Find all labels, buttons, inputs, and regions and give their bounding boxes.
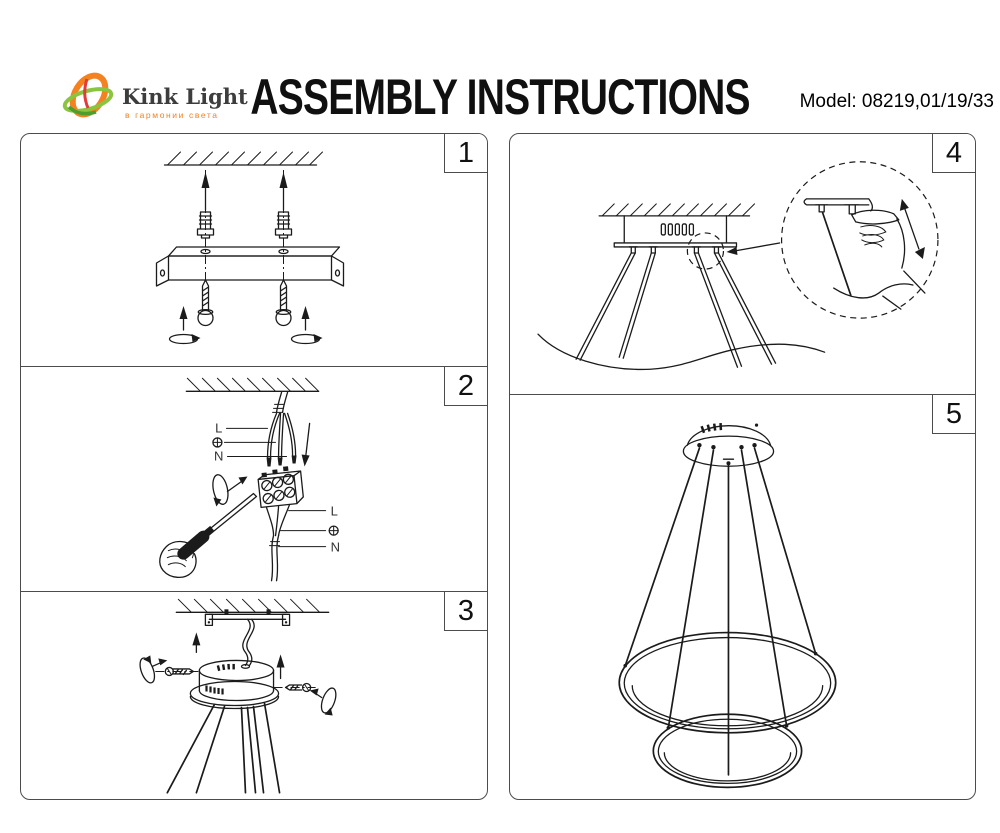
- magnified-detail: [804, 199, 925, 309]
- earth-ground-icon: [329, 526, 338, 535]
- step-number: 3: [457, 594, 475, 627]
- magnifier-leader-arrow: [726, 243, 779, 255]
- rotate-arrow-left: [170, 306, 201, 344]
- insert-arrow: [302, 423, 310, 466]
- panel-step-5: [510, 394, 975, 798]
- terminal-block: [257, 465, 304, 507]
- step-number-badge: [444, 134, 487, 173]
- step-number: 4: [945, 136, 963, 169]
- magnifier-circle: [782, 162, 938, 318]
- step4-illustration: [510, 134, 975, 394]
- step3-illustration: [21, 592, 487, 798]
- step-number-badge: [932, 395, 975, 434]
- suspension-cables: [576, 253, 775, 367]
- step-number: 5: [945, 397, 963, 430]
- hanging-wire: [243, 619, 254, 665]
- neutral-label: N: [330, 539, 341, 555]
- large-ring: [619, 633, 835, 733]
- panel-step-3: [21, 591, 487, 798]
- ceiling-hatch: [165, 152, 323, 165]
- mounted-canopy: [614, 216, 736, 253]
- step2-illustration: [21, 367, 487, 591]
- up-down-arrow: [900, 199, 925, 259]
- center-axes: [206, 170, 284, 284]
- side-screw-right: [274, 683, 339, 715]
- mains-wires: [267, 392, 297, 466]
- page-title: ASSEMBLY INSTRUCTIONS: [250, 69, 750, 125]
- canopy: [683, 423, 773, 466]
- brand-tagline: в гармонии света: [125, 110, 219, 120]
- up-arrow-left: [192, 632, 200, 652]
- rotate-arrow-right: [292, 306, 323, 344]
- earth-ground-icon: [213, 438, 222, 447]
- live-label: L: [330, 503, 338, 519]
- ceiling-hatch: [186, 378, 318, 391]
- step-number: 2: [457, 369, 475, 402]
- brand-name: Kink Light: [122, 84, 248, 109]
- panel-step-2: [21, 366, 487, 591]
- panel-step-4: [510, 134, 975, 394]
- canopy: [190, 660, 278, 708]
- rotate-indicator: [210, 473, 247, 506]
- fixture-wave: [538, 334, 825, 369]
- mounting-bracket: [157, 247, 344, 286]
- neutral-label: N: [214, 448, 224, 464]
- steps-column-right: [509, 133, 976, 800]
- ceiling-hatch: [176, 599, 328, 612]
- model-number: Model: 08219,01/19/33: [799, 91, 994, 112]
- step-number-badge: [932, 134, 975, 173]
- live-label: L: [215, 420, 223, 436]
- side-screw-left: [137, 655, 199, 684]
- hand: [160, 542, 196, 578]
- fixture-wires: [267, 505, 290, 581]
- panel-step-1: [21, 134, 487, 366]
- screw-left: [198, 280, 213, 326]
- steps-column-left: [20, 133, 488, 800]
- step-number-badge: [444, 592, 487, 631]
- up-arrows: [202, 172, 288, 210]
- step-number: 1: [457, 136, 475, 169]
- step1-illustration: [21, 134, 487, 366]
- step-number-badge: [444, 367, 487, 406]
- up-arrow-right: [277, 654, 285, 678]
- screw-right: [276, 280, 291, 326]
- adjusting-hand: [834, 210, 925, 309]
- suspension-cables: [167, 704, 279, 793]
- step5-illustration: [510, 395, 975, 798]
- wire-labels-bottom: [279, 504, 341, 555]
- wire-labels-top: [213, 420, 287, 463]
- ceiling-hatch: [599, 204, 754, 216]
